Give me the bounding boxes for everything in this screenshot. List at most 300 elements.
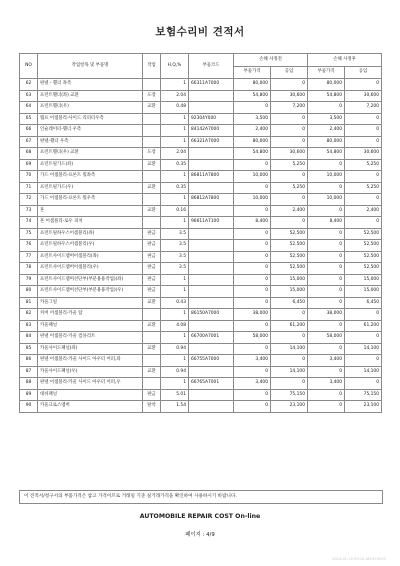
header-no: NO bbox=[20, 54, 38, 79]
before-labor: 52,500 bbox=[271, 228, 308, 240]
after-labor: 52,500 bbox=[345, 263, 382, 275]
table-row bbox=[20, 355, 382, 367]
row-no: 88 bbox=[20, 378, 38, 390]
part-code bbox=[189, 366, 234, 378]
row-no: 67 bbox=[20, 136, 38, 148]
before-part-price: 2,400 bbox=[234, 125, 271, 137]
before-part-price: 38,000 bbox=[234, 309, 271, 321]
item-name: 판넬-휀더 우측 bbox=[38, 136, 143, 148]
hq-value: 1 bbox=[161, 79, 189, 91]
before-part-price: 8,400 bbox=[234, 217, 271, 229]
part-code bbox=[189, 297, 234, 309]
after-part-price: 0 bbox=[308, 297, 345, 309]
after-labor: 0 bbox=[345, 125, 382, 137]
before-part-price: 0 bbox=[234, 228, 271, 240]
header-before-labor: 공임 bbox=[271, 66, 308, 79]
before-labor: 0 bbox=[271, 355, 308, 367]
part-code bbox=[189, 228, 234, 240]
hq-value: 1 bbox=[161, 113, 189, 125]
part-code bbox=[189, 286, 234, 298]
item-name: 판넬 어셈블리-카울 사이드 아우터 어퍼,우 bbox=[38, 378, 143, 390]
row-no: 72 bbox=[20, 194, 38, 206]
after-labor: 2,400 bbox=[345, 205, 382, 217]
part-code bbox=[189, 251, 234, 263]
work-type: 교환 bbox=[143, 320, 161, 332]
after-labor: 6,450 bbox=[345, 297, 382, 309]
before-labor: 52,500 bbox=[271, 251, 308, 263]
hq-value: 0.35 bbox=[161, 182, 189, 194]
after-part-price: 0 bbox=[308, 240, 345, 252]
row-no: 64 bbox=[20, 102, 38, 114]
before-part-price: 3,400 bbox=[234, 378, 271, 390]
after-part-price: 58,000 bbox=[308, 332, 345, 344]
part-code bbox=[189, 182, 234, 194]
work-type bbox=[143, 136, 161, 148]
item-name: 프런트사이드멤버어셈블리(우) bbox=[38, 263, 143, 275]
table-row bbox=[20, 240, 382, 252]
after-labor: 75,150 bbox=[345, 389, 382, 401]
after-labor: 5,250 bbox=[345, 182, 382, 194]
print-stamp: 2024-01-15 09:13 AM 870001 bbox=[332, 557, 386, 561]
hq-value: 1 bbox=[161, 171, 189, 183]
after-labor: 0 bbox=[345, 194, 382, 206]
hq-value: 3.5 bbox=[161, 251, 189, 263]
row-no: 73 bbox=[20, 205, 38, 217]
before-part-price: 80,000 bbox=[234, 136, 271, 148]
after-part-price: 10,000 bbox=[308, 171, 345, 183]
before-labor: 0 bbox=[271, 125, 308, 137]
part-code bbox=[189, 102, 234, 114]
before-part-price: 0 bbox=[234, 251, 271, 263]
hq-value: 0.94 bbox=[161, 366, 189, 378]
work-type bbox=[143, 378, 161, 390]
item-name: 프런트필하우스어셈블리(우) bbox=[38, 240, 143, 252]
estimate-table bbox=[19, 53, 382, 413]
after-part-price: 0 bbox=[308, 286, 345, 298]
header-item: 작업항목 및 부품명 bbox=[38, 54, 143, 79]
after-labor: 0 bbox=[345, 332, 382, 344]
table-row bbox=[20, 194, 382, 206]
row-no: 78 bbox=[20, 263, 38, 275]
table-row bbox=[20, 102, 382, 114]
before-labor: 75,150 bbox=[271, 389, 308, 401]
item-name: 인슐레이터-휀더 우측 bbox=[38, 125, 143, 137]
table-row bbox=[20, 228, 382, 240]
row-no: 66 bbox=[20, 125, 38, 137]
row-no: 90 bbox=[20, 401, 38, 413]
item-name: 카울크로스멤버 bbox=[38, 401, 143, 413]
work-type: 판금 bbox=[143, 263, 161, 275]
work-type: 교환 bbox=[143, 343, 161, 355]
hq-value: 4.08 bbox=[161, 320, 189, 332]
table-row bbox=[20, 286, 382, 298]
part-code bbox=[189, 343, 234, 355]
part-code bbox=[189, 401, 234, 413]
header-code: 부품코드 bbox=[189, 54, 234, 79]
row-no: 71 bbox=[20, 182, 38, 194]
table-row bbox=[20, 90, 382, 102]
hq-value: 1 bbox=[161, 136, 189, 148]
before-part-price: 0 bbox=[234, 401, 271, 413]
before-part-price: 58,000 bbox=[234, 332, 271, 344]
after-labor: 14,100 bbox=[345, 366, 382, 378]
before-part-price: 0 bbox=[234, 263, 271, 275]
after-part-price: 2,400 bbox=[308, 125, 345, 137]
item-name: 프런트필가드(우) bbox=[38, 182, 143, 194]
hq-value: 1 bbox=[161, 309, 189, 321]
before-part-price: 3,400 bbox=[234, 355, 271, 367]
part-code: 66311A7000 bbox=[189, 79, 234, 91]
hq-value: 3.5 bbox=[161, 263, 189, 275]
item-name: 프런트사이드멤버선단부(부분용용작업)(좌) bbox=[38, 274, 143, 286]
after-part-price: 0 bbox=[308, 274, 345, 286]
row-no: 82 bbox=[20, 309, 38, 321]
item-name: 프런트휀더(우) 교환 bbox=[38, 148, 143, 160]
work-type bbox=[143, 79, 161, 91]
before-part-price: 54,800 bbox=[234, 148, 271, 160]
item-name: 프런트필하우스어셈블리(좌) bbox=[38, 228, 143, 240]
item-name: 커버 어셈블리-카울 탑 bbox=[38, 309, 143, 321]
after-part-price: 8,400 bbox=[308, 217, 345, 229]
after-labor: 61,200 bbox=[345, 320, 382, 332]
header-after-part-price: 부품가격 bbox=[308, 66, 345, 79]
before-labor: 0 bbox=[271, 194, 308, 206]
after-part-price: 0 bbox=[308, 366, 345, 378]
after-part-price: 0 bbox=[308, 401, 345, 413]
after-labor: 0 bbox=[345, 378, 382, 390]
before-part-price: 10,000 bbox=[234, 171, 271, 183]
work-type: 도장 bbox=[143, 90, 161, 102]
part-code bbox=[189, 159, 234, 171]
work-type: 교환 bbox=[143, 297, 161, 309]
document-title: 보험수리비 견적서 bbox=[155, 26, 245, 38]
row-no: 65 bbox=[20, 113, 38, 125]
page-number: 페이지 : 4/9 bbox=[185, 532, 215, 538]
before-labor: 15,000 bbox=[271, 286, 308, 298]
before-labor: 2,400 bbox=[271, 205, 308, 217]
work-type: 판금 bbox=[143, 389, 161, 401]
row-no: 83 bbox=[20, 320, 38, 332]
work-type: 교환 bbox=[143, 366, 161, 378]
after-part-price: 3,500 bbox=[308, 113, 345, 125]
work-type bbox=[143, 217, 161, 229]
hq-value: 2.04 bbox=[161, 90, 189, 102]
part-code: 66700A7001 bbox=[189, 332, 234, 344]
after-part-price: 10,000 bbox=[308, 194, 345, 206]
work-type: 교환 bbox=[143, 205, 161, 217]
after-part-price: 0 bbox=[308, 343, 345, 355]
after-part-price: 3,400 bbox=[308, 378, 345, 390]
before-part-price: 0 bbox=[234, 182, 271, 194]
row-no: 79 bbox=[20, 274, 38, 286]
work-type bbox=[143, 113, 161, 125]
before-labor: 0 bbox=[271, 113, 308, 125]
work-type bbox=[143, 171, 161, 183]
after-labor: 52,500 bbox=[345, 228, 382, 240]
row-no: 63 bbox=[20, 90, 38, 102]
part-code: 84142A7000 bbox=[189, 125, 234, 137]
table-row bbox=[20, 79, 382, 91]
hq-value: 1 bbox=[161, 274, 189, 286]
after-part-price: 0 bbox=[308, 102, 345, 114]
after-labor: 30,600 bbox=[345, 148, 382, 160]
after-part-price: 0 bbox=[308, 389, 345, 401]
footer-title: AUTOMOBILE REPAIR COST On-line bbox=[139, 513, 261, 520]
hq-value: 1 bbox=[161, 194, 189, 206]
after-labor: 30,600 bbox=[345, 90, 382, 102]
header-before-assessment: 손해 사정전 bbox=[234, 54, 308, 67]
before-part-price: 80,000 bbox=[234, 79, 271, 91]
part-code bbox=[189, 263, 234, 275]
before-part-price: 0 bbox=[234, 297, 271, 309]
row-no: 84 bbox=[20, 332, 38, 344]
part-code bbox=[189, 148, 234, 160]
after-labor: 14,100 bbox=[345, 343, 382, 355]
work-type: 교환 bbox=[143, 182, 161, 194]
after-labor: 0 bbox=[345, 113, 382, 125]
before-part-price: 0 bbox=[234, 343, 271, 355]
work-type: 도장 bbox=[143, 148, 161, 160]
item-name: 대쉬패널 bbox=[38, 389, 143, 401]
part-code bbox=[189, 274, 234, 286]
item-name: 판넬 - 휀더 좌측 bbox=[38, 79, 143, 91]
table-row bbox=[20, 274, 382, 286]
row-no: 68 bbox=[20, 148, 38, 160]
row-no: 85 bbox=[20, 343, 38, 355]
item-name: 카울패널 bbox=[38, 320, 143, 332]
part-code bbox=[189, 90, 234, 102]
header-before-part-price: 부품가격 bbox=[234, 66, 271, 79]
before-part-price: 0 bbox=[234, 159, 271, 171]
before-labor: 0 bbox=[271, 378, 308, 390]
table-row bbox=[20, 171, 382, 183]
before-labor: 0 bbox=[271, 309, 308, 321]
table-row bbox=[20, 309, 382, 321]
before-labor: 61,200 bbox=[271, 320, 308, 332]
after-part-price: 3,400 bbox=[308, 355, 345, 367]
before-part-price: 0 bbox=[234, 240, 271, 252]
before-part-price: 10,000 bbox=[234, 194, 271, 206]
table-row bbox=[20, 136, 382, 148]
after-part-price: 0 bbox=[308, 228, 345, 240]
part-code: 66755A7000 bbox=[189, 355, 234, 367]
row-no: 86 bbox=[20, 355, 38, 367]
work-type: 판금 bbox=[143, 251, 161, 263]
after-part-price: 80,000 bbox=[308, 136, 345, 148]
row-no: 62 bbox=[20, 79, 38, 91]
after-labor: 0 bbox=[345, 136, 382, 148]
after-labor: 52,500 bbox=[345, 251, 382, 263]
work-type bbox=[143, 309, 161, 321]
before-labor: 0 bbox=[271, 217, 308, 229]
hq-value: 0.94 bbox=[161, 343, 189, 355]
part-code: 66321A7000 bbox=[189, 136, 234, 148]
part-code bbox=[189, 205, 234, 217]
hq-value: 5.01 bbox=[161, 389, 189, 401]
item-name: 판넬 어셈블리-카울 사이드 아우터 어퍼,좌 bbox=[38, 355, 143, 367]
before-part-price: 54,800 bbox=[234, 90, 271, 102]
table-row bbox=[20, 148, 382, 160]
table-row bbox=[20, 332, 382, 344]
after-part-price: 0 bbox=[308, 320, 345, 332]
work-type: 판금 bbox=[143, 286, 161, 298]
work-type: 판금 bbox=[143, 274, 161, 286]
item-name: 가드 어셈블리-프론트 휠좌측 bbox=[38, 171, 143, 183]
hq-value: 1 bbox=[161, 378, 189, 390]
after-part-price: 0 bbox=[308, 251, 345, 263]
work-type: 탈착 bbox=[143, 401, 161, 413]
before-labor: 5,250 bbox=[271, 182, 308, 194]
after-part-price: 38,000 bbox=[308, 309, 345, 321]
after-part-price: 0 bbox=[308, 159, 345, 171]
item-name: 카울그릴 bbox=[38, 297, 143, 309]
before-part-price: 0 bbox=[234, 366, 271, 378]
hq-value: 1.54 bbox=[161, 401, 189, 413]
hq-value: 1 bbox=[161, 125, 189, 137]
item-name: 랩프 어셈블리-사이드 리피터우측 bbox=[38, 113, 143, 125]
after-labor: 15,000 bbox=[345, 286, 382, 298]
table-row bbox=[20, 297, 382, 309]
before-part-price: 0 bbox=[234, 320, 271, 332]
after-labor: 0 bbox=[345, 79, 382, 91]
before-labor: 52,500 bbox=[271, 263, 308, 275]
row-no: 89 bbox=[20, 389, 38, 401]
part-code: 66765A7001 bbox=[189, 378, 234, 390]
after-labor: 0 bbox=[345, 355, 382, 367]
before-labor: 52,500 bbox=[271, 240, 308, 252]
before-labor: 30,600 bbox=[271, 90, 308, 102]
before-labor: 23,100 bbox=[271, 401, 308, 413]
item-name: 프런트휀더(좌) 교환 bbox=[38, 90, 143, 102]
part-code bbox=[189, 240, 234, 252]
row-no: 69 bbox=[20, 159, 38, 171]
work-type bbox=[143, 355, 161, 367]
after-part-price: 0 bbox=[308, 263, 345, 275]
item-name: 프런트필가드(좌) bbox=[38, 159, 143, 171]
work-type bbox=[143, 332, 161, 344]
before-labor: 0 bbox=[271, 136, 308, 148]
before-part-price: 0 bbox=[234, 286, 271, 298]
table-row bbox=[20, 113, 382, 125]
item-name: 프런트사이드멤버어셈블리(좌) bbox=[38, 251, 143, 263]
part-code: 96611A7100 bbox=[189, 217, 234, 229]
item-name: 판넬 어셈블리-카울 컴플리트 bbox=[38, 332, 143, 344]
work-type: 판금 bbox=[143, 228, 161, 240]
before-labor: 0 bbox=[271, 171, 308, 183]
estimate-rows bbox=[20, 79, 382, 413]
before-labor: 0 bbox=[271, 79, 308, 91]
after-part-price: 80,000 bbox=[308, 79, 345, 91]
after-labor: 15,000 bbox=[345, 274, 382, 286]
row-no: 80 bbox=[20, 286, 38, 298]
hq-value: 3.5 bbox=[161, 240, 189, 252]
item-name: 가드 어셈블리-프론트 휠우측 bbox=[38, 194, 143, 206]
table-row bbox=[20, 263, 382, 275]
before-labor: 7,200 bbox=[271, 102, 308, 114]
table-row bbox=[20, 182, 382, 194]
work-type bbox=[143, 125, 161, 137]
table-row bbox=[20, 320, 382, 332]
header-row-1 bbox=[20, 54, 382, 67]
header-after-labor: 공임 bbox=[345, 66, 382, 79]
row-no: 77 bbox=[20, 251, 38, 263]
row-no: 75 bbox=[20, 228, 38, 240]
before-part-price: 0 bbox=[234, 102, 271, 114]
part-code: 92304Y000 bbox=[189, 113, 234, 125]
part-code: 86811A7800 bbox=[189, 171, 234, 183]
table-row bbox=[20, 378, 382, 390]
hq-value: 2.04 bbox=[161, 148, 189, 160]
hq-value: 3.5 bbox=[161, 228, 189, 240]
table-row bbox=[20, 401, 382, 413]
after-labor: 0 bbox=[345, 217, 382, 229]
work-type bbox=[143, 194, 161, 206]
before-part-price: 0 bbox=[234, 274, 271, 286]
before-labor: 14,100 bbox=[271, 366, 308, 378]
after-labor: 0 bbox=[345, 309, 382, 321]
after-labor: 0 bbox=[345, 171, 382, 183]
hq-value: 1 bbox=[161, 217, 189, 229]
row-no: 87 bbox=[20, 366, 38, 378]
header-after-assessment: 손해 사정후 bbox=[308, 54, 382, 67]
after-labor: 5,250 bbox=[345, 159, 382, 171]
before-labor: 0 bbox=[271, 332, 308, 344]
item-name: 프런트휀더(우) bbox=[38, 102, 143, 114]
row-no: 74 bbox=[20, 217, 38, 229]
hq-value: 0.48 bbox=[161, 102, 189, 114]
work-type: 교환 bbox=[143, 102, 161, 114]
part-code bbox=[189, 320, 234, 332]
part-code: 86150A7000 bbox=[189, 309, 234, 321]
table-row bbox=[20, 159, 382, 171]
header-work: 작업 bbox=[143, 54, 161, 79]
before-part-price: 0 bbox=[234, 389, 271, 401]
after-labor: 23,100 bbox=[345, 401, 382, 413]
work-type: 판금 bbox=[143, 240, 161, 252]
item-name: 프런트사이드멤버선단부(부분용용작업)(우) bbox=[38, 286, 143, 298]
header-hqty: H,Q,% bbox=[161, 54, 189, 79]
hq-value: 1 bbox=[161, 332, 189, 344]
after-part-price: 54,800 bbox=[308, 90, 345, 102]
before-labor: 14,100 bbox=[271, 343, 308, 355]
table-row bbox=[20, 251, 382, 263]
before-part-price: 0 bbox=[234, 205, 271, 217]
table-row bbox=[20, 125, 382, 137]
part-code: 86812A7800 bbox=[189, 194, 234, 206]
after-labor: 7,200 bbox=[345, 102, 382, 114]
after-part-price: 0 bbox=[308, 182, 345, 194]
after-part-price: 0 bbox=[308, 205, 345, 217]
before-labor: 5,250 bbox=[271, 159, 308, 171]
row-no: 76 bbox=[20, 240, 38, 252]
before-labor: 30,600 bbox=[271, 148, 308, 160]
row-no: 70 bbox=[20, 171, 38, 183]
price-notice: 이 견적서/청구서의 부품가격은 참고 가격이므로 거래일 기준 실거래가격을 확인하여 사용하시기 바랍니다. bbox=[19, 490, 383, 504]
work-type: 교환 bbox=[143, 159, 161, 171]
row-no: 81 bbox=[20, 297, 38, 309]
item-name: 혼 bbox=[38, 205, 143, 217]
hq-value: 1 bbox=[161, 286, 189, 298]
table-row bbox=[20, 217, 382, 229]
item-name: 카울사이드패널(우) bbox=[38, 366, 143, 378]
table-row bbox=[20, 343, 382, 355]
before-labor: 6,450 bbox=[271, 297, 308, 309]
hq-value: 0.16 bbox=[161, 205, 189, 217]
table-row bbox=[20, 205, 382, 217]
table-row bbox=[20, 366, 382, 378]
table-row bbox=[20, 389, 382, 401]
before-part-price: 3,500 bbox=[234, 113, 271, 125]
